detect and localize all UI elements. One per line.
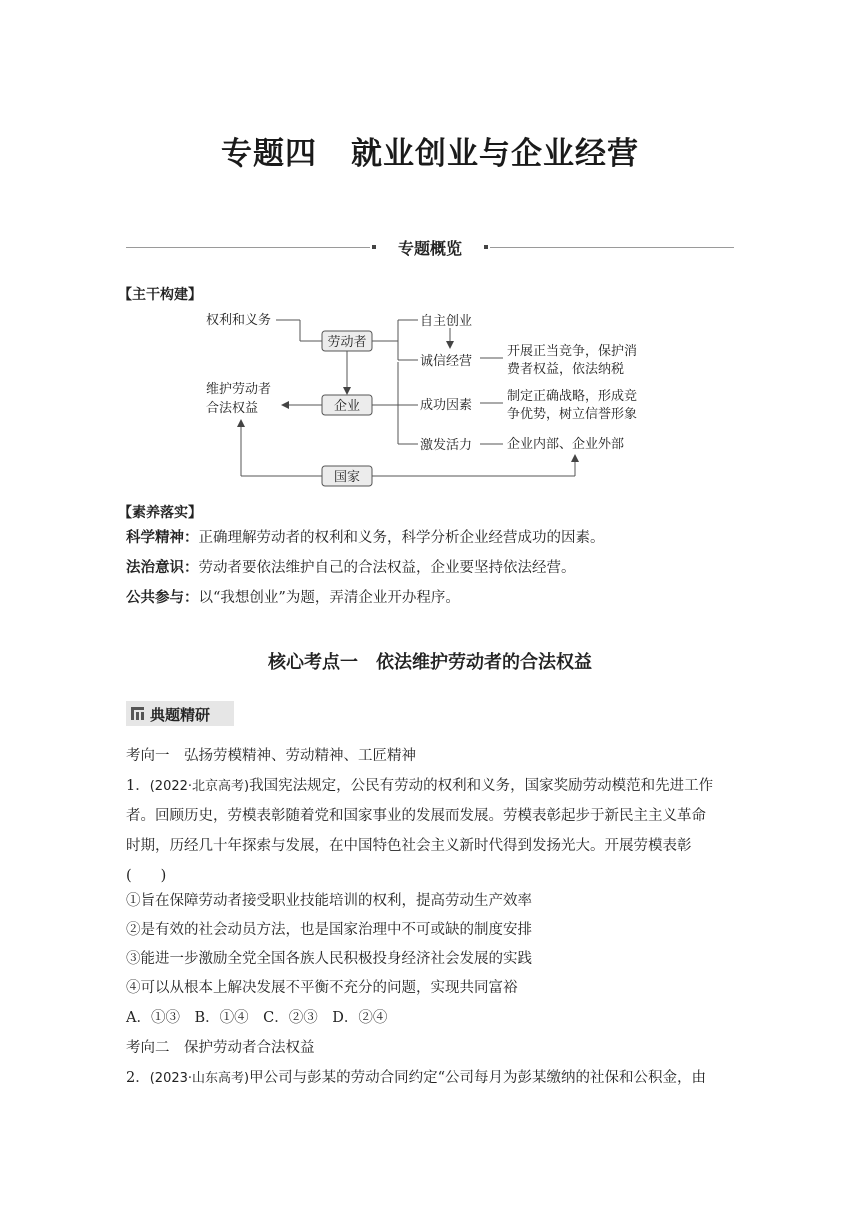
honest-business-text: 诚信经营 [420, 354, 473, 369]
section-title [0, 648, 860, 674]
q1-answers: A．①③ B．①④ C．②③ D．②④ [126, 1010, 388, 1026]
structure-diagram [0, 0, 860, 500]
section-title-part2: 依法维护劳动者的合法权益 [376, 652, 592, 673]
success-desc2: 争优势，树立信誉形象 [507, 407, 638, 422]
literacy-key: 公共参与： [126, 590, 199, 606]
title-part2: 就业创业与企业经营 [351, 136, 639, 172]
state-text: 国家 [333, 470, 361, 485]
literacy-item [126, 526, 605, 547]
literacy-key: 科学精神： [126, 530, 199, 546]
direction-2: 考向二 保护劳动者合法权益 [126, 1040, 315, 1056]
badge-typical-questions [126, 701, 234, 726]
laborer-text: 劳动者 [327, 335, 367, 350]
vitality-text: 激发活力 [420, 438, 473, 453]
honest-desc2: 费者权益，依法纳税 [507, 362, 625, 377]
literacy-text: 劳动者要依法维护自己的合法权益，企业要坚持依法经营。 [198, 560, 576, 576]
honest-desc1: 开展正当竞争，保护消 [507, 344, 638, 359]
badge-text: 典题精研 [150, 706, 211, 724]
title-part1: 专题四 [221, 136, 317, 172]
literacy-key: 法治意识： [126, 560, 199, 576]
self-startup-text: 自主创业 [420, 314, 473, 329]
q1-line [126, 774, 713, 795]
q1-option: ③能进一步激励全党全国各族人民积极投身经济社会发展的实践 [126, 951, 532, 967]
q2-source: (2023·山东高考) [149, 1071, 250, 1086]
rights-text: 权利和义务 [206, 313, 272, 328]
q2-num: 2． [126, 1070, 150, 1086]
literacy-text: 以“我想创业”为题，弄清企业开办程序。 [198, 590, 460, 606]
q2-line [126, 1066, 706, 1087]
literacy-label: 【素养落实】 [118, 505, 202, 521]
q1-num: 1． [126, 778, 150, 794]
vitality-desc: 企业内部、企业外部 [507, 437, 625, 452]
literacy-text: 正确理解劳动者的权利和义务，科学分析企业经营成功的因素。 [198, 530, 605, 546]
q1-option: ②是有效的社会动员方法，也是国家治理中不可或缺的制度安排 [126, 922, 532, 938]
badge-mark-icon [131, 707, 144, 720]
protect-text2: 合法权益 [206, 401, 259, 416]
q1-text: 我国宪法规定，公民有劳动的权利和义务，国家奖励劳动模范和先进工作 [249, 778, 714, 794]
q1-line: 者。回顾历史，劳模表彰随着党和国家事业的发展而发展。劳模表彰起步于新民主主义革命 [126, 808, 706, 824]
structure-label: 【主干构建】 [118, 287, 202, 303]
q1-line: 时期，历经几十年探索与发展，在中国特色社会主义新时代得到发扬光大。开展劳模表彰 [126, 838, 692, 854]
literacy-item [126, 556, 576, 577]
q1-blank: ( ) [126, 868, 167, 884]
overview-label: 专题概览 [397, 239, 462, 258]
direction-1: 考向一 弘扬劳模精神、劳动精神、工匠精神 [126, 748, 416, 764]
success-factors-text: 成功因素 [420, 398, 473, 413]
success-desc1: 制定正确战略，形成竞 [507, 389, 638, 404]
q1-option: ④可以从根本上解决发展不平衡不充分的问题，实现共同富裕 [126, 980, 518, 996]
q1-option: ①旨在保障劳动者接受职业技能培训的权利，提高劳动生产效率 [126, 893, 532, 909]
section-title-part1: 核心考点一 [268, 652, 358, 673]
protect-text1: 维护劳动者 [206, 382, 272, 397]
q1-source: (2022·北京高考) [149, 779, 250, 794]
literacy-item [126, 586, 460, 607]
q2-text: 甲公司与彭某的劳动合同约定“公司每月为彭某缴纳的社保和公积金，由 [249, 1070, 707, 1086]
enterprise-text: 企业 [333, 399, 361, 414]
